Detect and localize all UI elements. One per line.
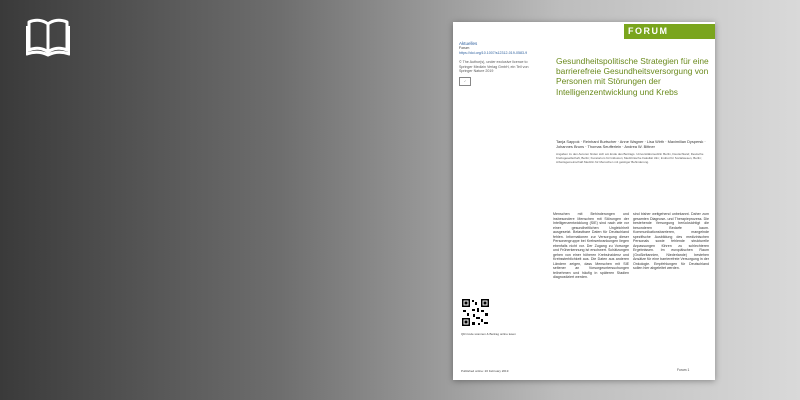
page-number: Forum 1 (677, 368, 690, 372)
article-meta (459, 42, 539, 86)
affiliations: Angaben zu den Autoren finden sich am Ende des Beitrags. Universitätsmedizin Berlin, Deutschland; Deutsche Krebsgesellschaft, Berlin; Kuratorium für Inklusion; Medizinische Fakultät Ulm; Institut für Sozialwesen, Berlin; Arbeitsgemeinschaft Medizin für Menschen mit geistiger Behinderung. (556, 152, 704, 164)
author-list: Tanja Sappok · Reinhard Burtscher · Anne Wagner · Lisa Wirth · Maximilian Dyspersk · Johannes Bruns · Thomas Seufferlein · Andrea W. Bittner (556, 139, 706, 149)
article-title: Gesundheitspolitische Strategien für eine barrierefreie Gesundheitsversorgung von Personen mit Störungen der Intelligenzentwicklung und Krebs (556, 56, 709, 97)
qr-code-icon[interactable] (461, 298, 490, 327)
article-page (453, 22, 715, 380)
qr-caption: QR-Code scannen & Beitrag online lesen (461, 332, 516, 336)
copyright-notice: © The Author(s), under exclusive licence to Springer Medizin Verlag GmbH, ein Teil von Springer Nature 2019 (459, 60, 529, 74)
published-date: Published online: 20 February 2019 (461, 369, 509, 373)
meta-journal: Forum (459, 46, 470, 51)
crossmark-badge-icon: ✓ (459, 77, 471, 86)
body-column-right: sind bisher weitgehend unbekannt. Daher zum gesamten Diagnose- und Therapieprozess. Die bestehende Versorgung berücksichtigt die besonderen Bedarfe kaum. Kommunikationsbarrieren, mangelnde spezifische Ausbildung des medizinischen Personals sowie fehlende strukturelle Anpassungen führen zu schlechteren Ergebnissen. Im europäischen Raum (Großbritannien, Niederlande) bestehen Ansätze für eine barrierefreie Versorgung in der Onkologie. Empfehlungen für Deutschland sollen hier abgeleitet werden. (633, 212, 709, 270)
body-column-left: Menschen mit Behinderungen und insbesondere Menschen mit Störungen der Intelligenzentwicklung (SIE) sind nach wie vor einer gesundheitlichen Ungleichheit ausgesetzt. Belastbare Daten für Deutschland fehlen. Informationen zur Versorgung dieser Personengruppe bei Krebserkrankungen liegen ebenfalls nicht vor. Der Zugang zu Vorsorge und Früherkennung ist erschwert. Schätzungen gehen von einer höheren Krebsinzidenz und Krebssterblichkeit aus. Die Daten aus anderen Ländern zeigen, dass Menschen mit SIE seltener an Vorsorgeuntersuchungen teilnehmen und häufig in späteren Stadien diagnostiziert werden. (553, 212, 629, 279)
open-book-icon (26, 14, 70, 58)
doi-link[interactable]: https://doi.org/10.1007/s12312-019-0583-9 (459, 50, 528, 55)
meta-section: Aktuelles (459, 41, 478, 46)
section-label: FORUM (624, 24, 715, 39)
